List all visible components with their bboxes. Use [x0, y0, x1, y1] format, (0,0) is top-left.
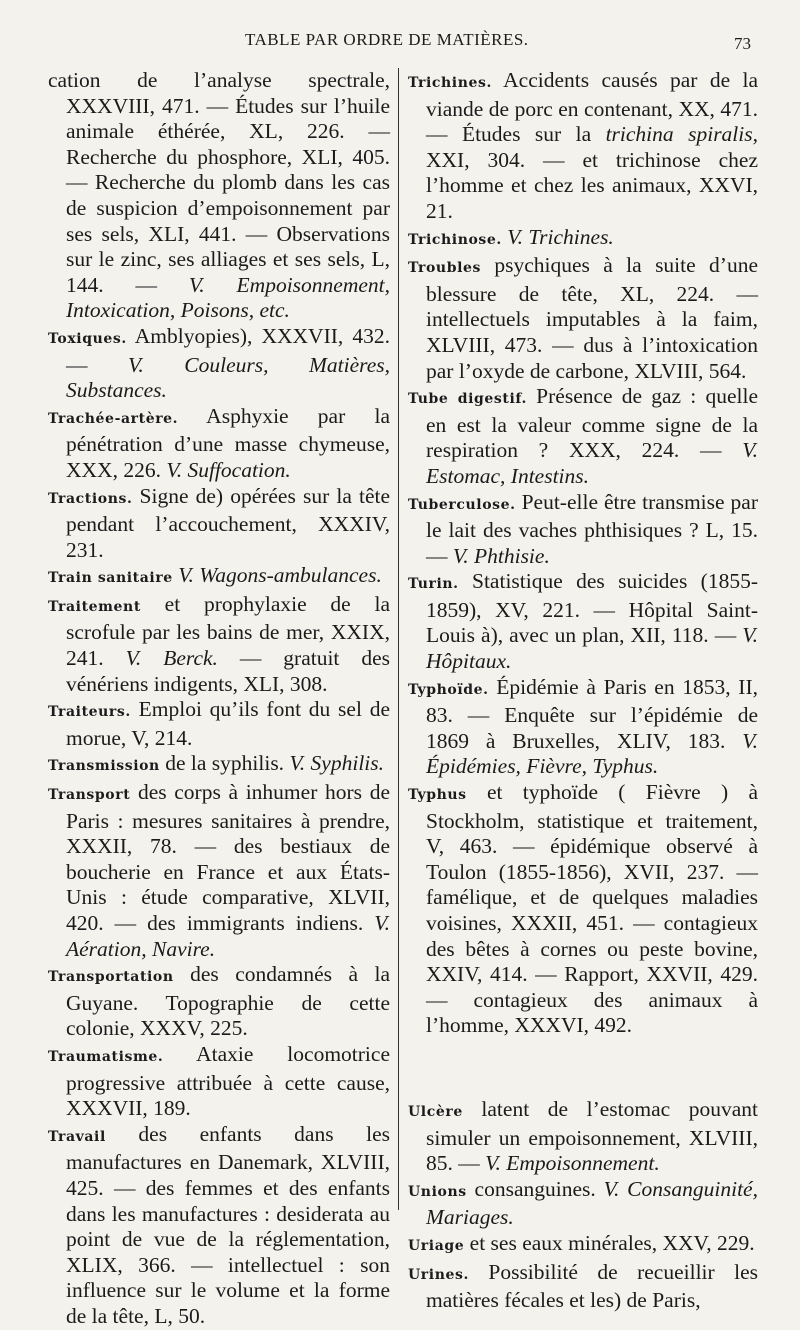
cross-reference: V. Aération, Navire. [66, 911, 390, 961]
entry-term: Unions [408, 1183, 467, 1200]
index-entry [408, 490, 758, 570]
entry-term: Typhoïde. [408, 681, 489, 698]
index-entry [48, 697, 390, 751]
entry-text: Possibilité de recueillir les matières fécales et les) de Paris, [426, 1259, 758, 1313]
page-number: 73 [734, 34, 751, 53]
entry-term: Transmission [48, 758, 160, 775]
index-entry [48, 484, 390, 564]
index-entry [48, 68, 390, 324]
entry-term: Tractions. [48, 490, 133, 507]
cross-reference: V. Empoisonnement. [485, 1151, 660, 1176]
index-entry [48, 780, 390, 962]
entry-term: Trichines. [408, 75, 492, 91]
column-divider [398, 68, 399, 1210]
index-entry [48, 962, 390, 1042]
cross-reference: V. Consanguinité, Mariages. [426, 1176, 758, 1230]
index-entry [408, 569, 758, 674]
entry-term: Typhus [408, 787, 467, 804]
entry-text-continued: — gratuit des vénériens indigents, XLI, 308. [66, 646, 390, 696]
cross-reference: V. Couleurs, Matières, Substances. [66, 352, 390, 403]
left-column [48, 68, 390, 1330]
entry-text: Ataxie locomotrice progressive attribuée à cette cause, XXXVII, 189. [66, 1041, 390, 1121]
index-entry [48, 751, 390, 780]
index-entry [408, 1260, 758, 1314]
entry-text: cation de l’analyse spectrale, XXXVIII, 471. — Études sur l’huile animale éthérée, XL, 226. — Recherche du phosphore, XLI, 405. — Recherche du plomb dans les cas de suspicion d’empoisonnement par ses sels, XLI, 441. — Observations sur le zinc, ses alliages et ses sels, L, 144. — [48, 68, 390, 297]
cross-reference: V. Berck. [125, 646, 218, 671]
entry-term: Travail [48, 1128, 106, 1145]
entry-term: Toxiques. [48, 330, 127, 347]
index-entry [408, 1177, 758, 1231]
section-gap [408, 1039, 758, 1097]
cross-reference: V. Trichines. [507, 224, 614, 249]
entry-term: Trichinose. [408, 231, 502, 248]
cross-reference: V. Suffocation. [166, 457, 291, 482]
entry-text: Amblyopies), XXXVII, 432. — [66, 323, 390, 377]
index-entry [408, 253, 758, 384]
index-entry [408, 384, 758, 489]
entry-term: Turin. [408, 576, 459, 593]
entry-text: Statistique des suicides (1855-1859), XV, 221. — Hôpital Saint-Louis à), avec un plan, XII, 118. — [426, 569, 758, 648]
entry-text: des corps à inhumer hors de Paris : mesures sanitaires à prendre, XXXII, 78. — des bestiaux de boucherie en France et aux États-Unis : étude comparative, XLVII, 420. — des immigrants indiens. [66, 780, 390, 935]
cross-reference: V. Épidémies, Fièvre, Typhus. [426, 728, 758, 779]
entry-text: latent de l’estomac pouvant simuler un empoisonnement, XLVIII, 85. — [426, 1096, 758, 1176]
entry-text: de la syphilis. [159, 751, 290, 776]
entry-term: Transport [48, 787, 131, 804]
entry-text: et prophylaxie de la scrofule par les bains de mer, XXIX, 241. [66, 591, 390, 671]
cross-reference: V. Syphilis. [289, 751, 385, 776]
entry-term: Tuberculose. [408, 496, 516, 513]
entry-term: Traitement [48, 598, 141, 615]
entry-term: Troubles [408, 260, 481, 277]
index-entry [408, 1231, 758, 1260]
entry-term: Urines. [408, 1266, 469, 1283]
entry-term: Tube digestif. [408, 391, 527, 408]
entry-text: et ses eaux minérales, XXV, 229. [464, 1230, 755, 1255]
entry-term: Traumatisme. [48, 1048, 164, 1065]
cross-reference: V. Hôpitaux. [426, 623, 758, 674]
index-entry [408, 675, 758, 780]
cross-reference: V. Phthisie. [452, 543, 550, 568]
index-entry [48, 592, 390, 697]
entry-text: consanguines. [466, 1176, 604, 1201]
page-header [0, 30, 800, 60]
entry-text: Épidémie à Paris en 1853, II, 83. — Enquête sur l’épidémie de 1869 à Bruxelles, XLIV, 183. [426, 674, 758, 753]
index-entry [408, 68, 758, 225]
entry-term: Transportation [48, 969, 174, 986]
index-entry [48, 1122, 390, 1330]
index-entry [408, 780, 758, 1039]
index-entry [408, 225, 758, 254]
index-entry [48, 1042, 390, 1122]
entry-text: Peut-elle être transmise par le lait des vaches phthisiques ? L, 15. — [426, 489, 758, 568]
entry-text: Accidents causés par de la viande de porc en contenant, XX, 471. — Études sur la [426, 68, 758, 147]
entry-term: Ulcère [408, 1103, 463, 1120]
entry-term: Trachée-artère. [48, 410, 179, 427]
entry-text: et typhoïde ( Fièvre ) à Stockholm, statistique et traitement, V, 463. — épidémique observé à Toulon (1855-1856), XVII, 237. — famélique, et de quelques maladies voisines, XXXII, 451. — contagieux des bêtes à cornes ou peste bovine, XXIV, 414. — Rapport, XXVII, 429. — contagieux des animaux à l’homme, XXXVI, 492. [426, 780, 758, 1038]
index-entry [48, 404, 390, 484]
cross-reference: trichina spiralis, [605, 122, 758, 147]
entry-term: Train sanitaire [48, 570, 173, 587]
entry-term: Uriage [408, 1237, 465, 1254]
entry-text: Emploi qu’ils font du sel de morue, V, 214. [66, 697, 390, 750]
entry-text: Signe de) opérées sur la tête pendant l’accouchement, XXXIV, 231. [66, 483, 390, 562]
entry-text-continued: XXI, 304. — et trichinose chez l’homme et chez les animaux, XXVI, 21. [426, 147, 758, 223]
entry-text: des enfants dans les manufactures en Danemark, XLVIII, 425. — des femmes et des enfants dans les manufactures : desiderata au point de vue de la réglementation, XLIX, 366. — intellectuel : son influence sur le volume et la forme de la tête, L, 50. [66, 1121, 390, 1328]
entry-text: Asphyxie par la pénétration d’une masse chymeuse, XXX, 226. [66, 403, 390, 482]
entry-text: Présence de gaz : quelle en est la valeur comme signe de la respiration ? XXX, 224. — [426, 384, 758, 463]
entry-term: Traiteurs. [48, 704, 131, 721]
cross-reference: V. Empoisonnement, Intoxication, Poisons, etc. [66, 272, 390, 323]
index-entry [408, 1097, 758, 1177]
running-title: TABLE PAR ORDRE DE MATIÈRES. [245, 30, 529, 49]
entry-text: psychiques à la suite d’une blessure de tête, XL, 224. — intellectuels imputables à la faim, XLVIII, 473. — dus à l’intoxication par l’oxyde de carbone, XLVIII, 564. [426, 253, 758, 383]
right-column [408, 68, 758, 1314]
cross-reference: V. Wagons-ambulances. [178, 563, 382, 588]
entry-text: des condamnés à la Guyane. Topographie de cette colonie, XXXV, 225. [66, 962, 390, 1041]
cross-reference: V. Estomac, Intestins. [426, 438, 758, 488]
index-entry [48, 563, 390, 592]
index-entry [48, 324, 390, 404]
